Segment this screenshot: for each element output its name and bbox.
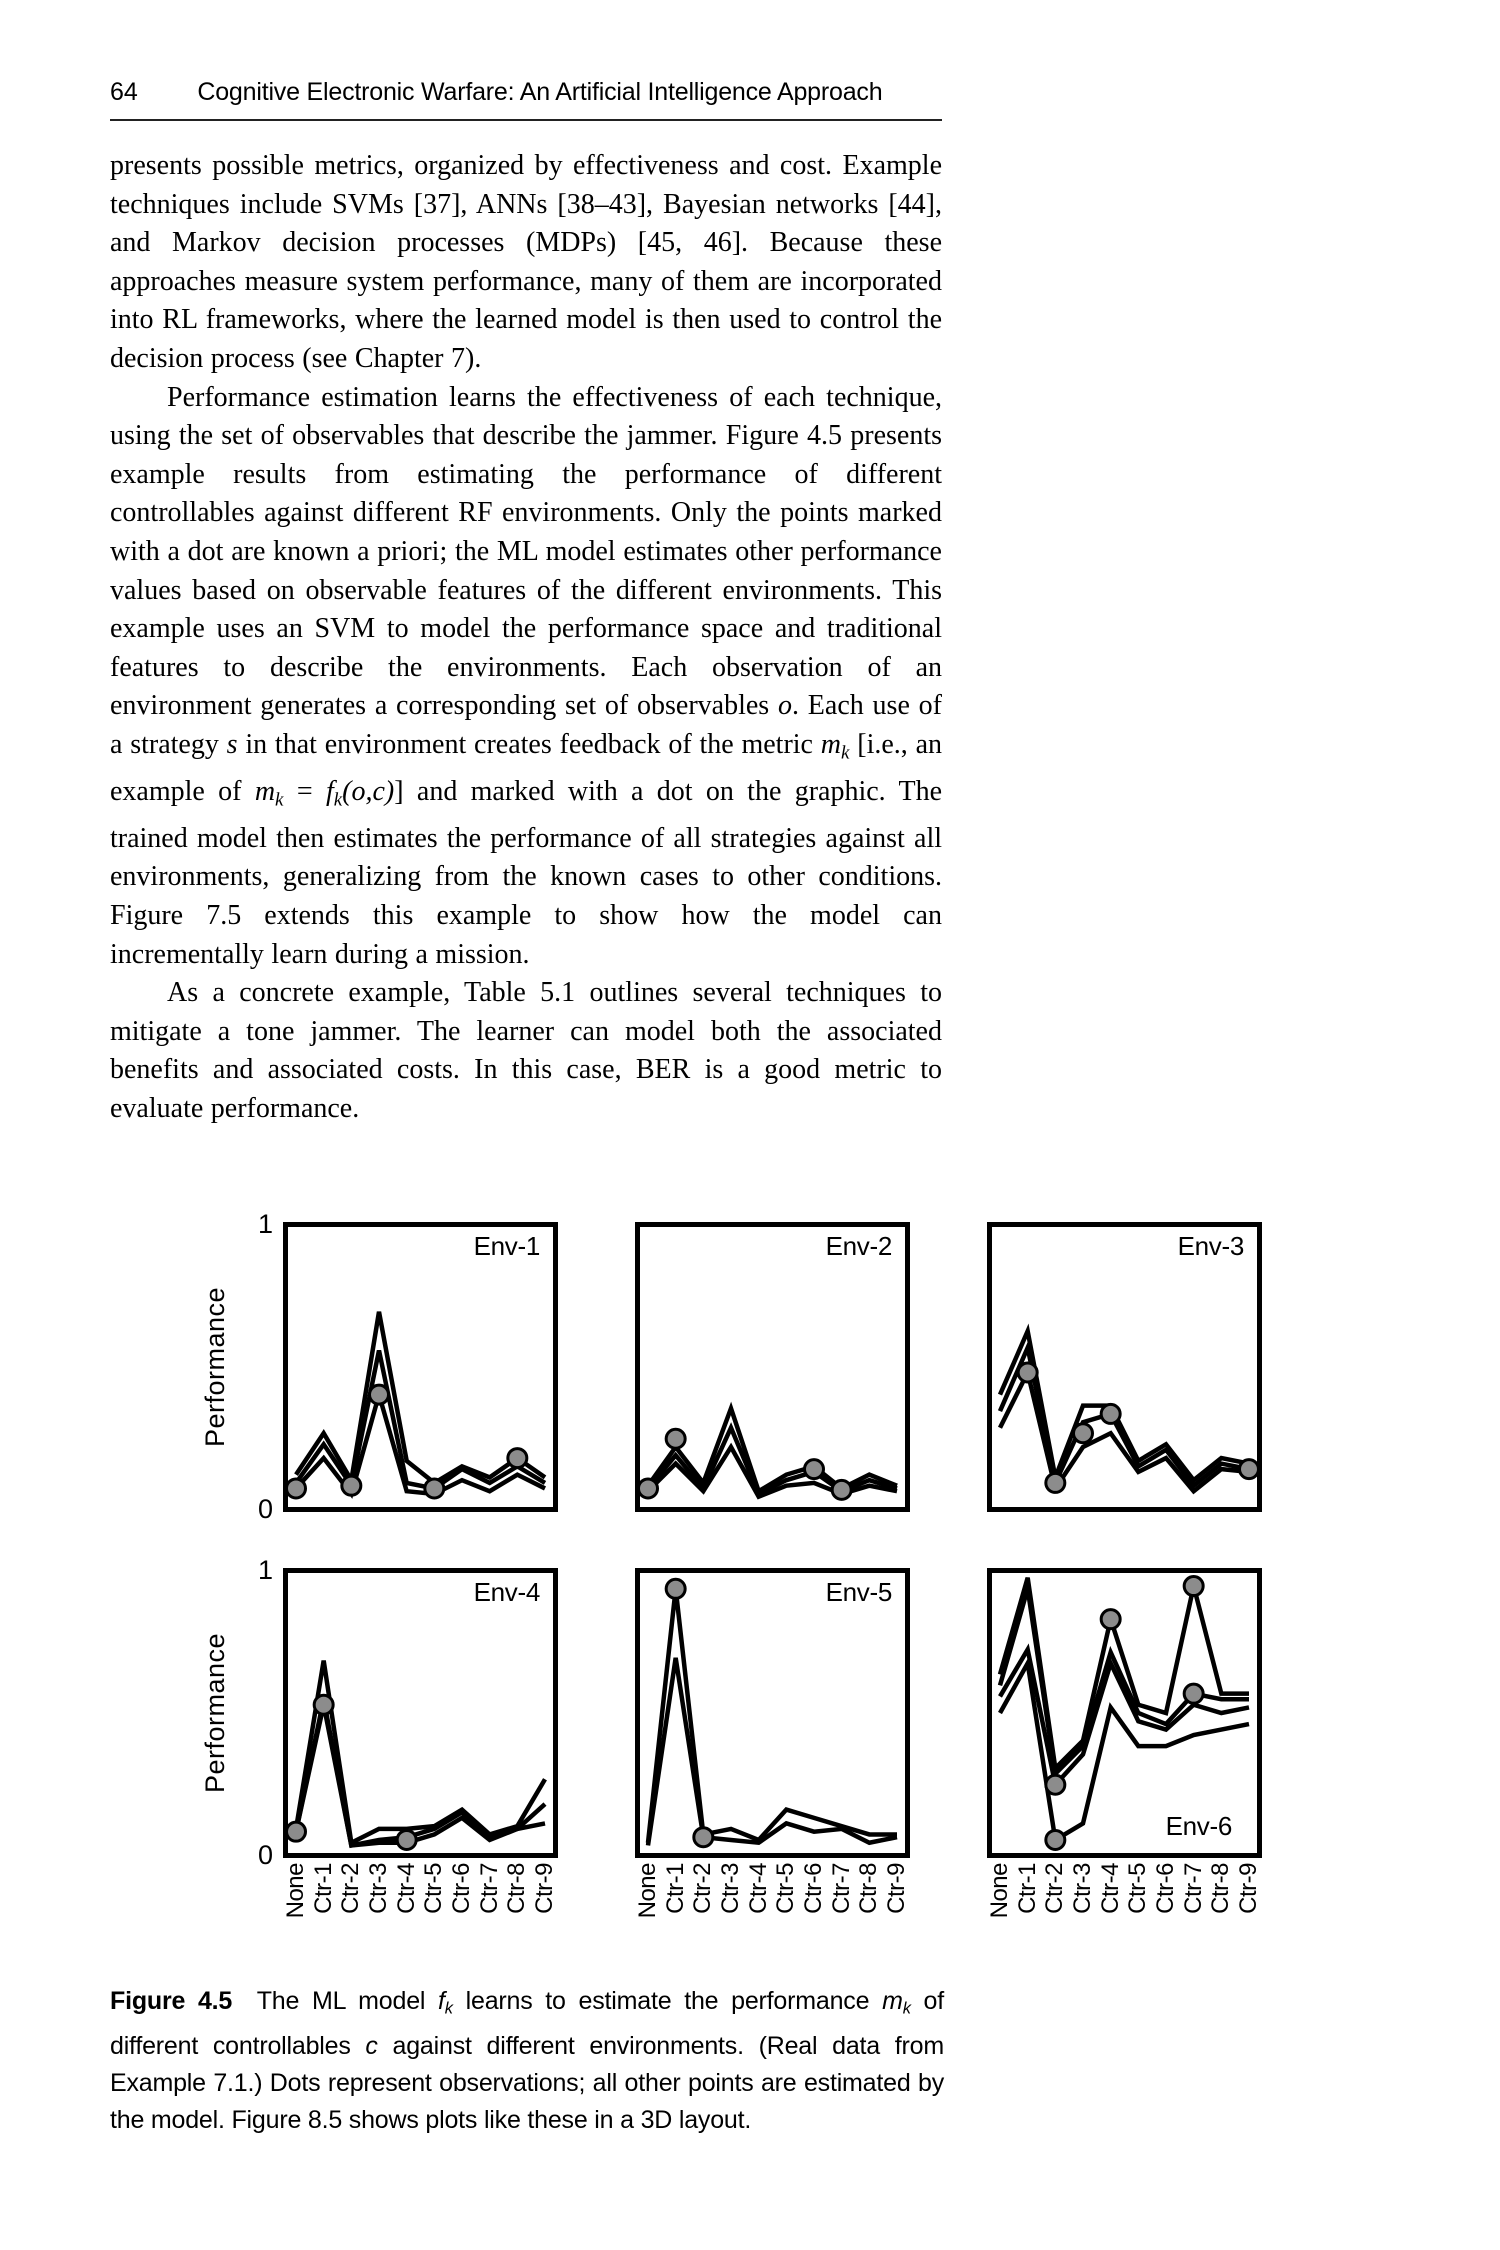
text-segment: [i.e., an example of — [110, 728, 943, 807]
chart-title-env-4: Env-4 — [473, 1577, 540, 1607]
observation-dot — [314, 1695, 333, 1714]
x-tick-label: Ctr-1 — [309, 1863, 337, 1914]
text-segment: k — [902, 1999, 911, 2018]
x-tick-label: Ctr-4 — [1096, 1863, 1124, 1914]
text-segment: of different controllables — [110, 1987, 944, 2060]
series-line — [648, 1447, 897, 1497]
x-tick-label: Ctr-2 — [337, 1863, 365, 1914]
observation-dot — [1074, 1424, 1093, 1443]
x-tick-label: Ctr-4 — [392, 1863, 420, 1914]
chart-title-env-1: Env-1 — [473, 1231, 540, 1261]
x-tick-label: Ctr-6 — [448, 1863, 475, 1914]
x-tick-label: Ctr-5 — [1124, 1863, 1152, 1914]
x-axis-env-4 — [283, 1863, 558, 1943]
chart-env-5 — [634, 1568, 910, 1919]
y-axis-top-row — [108, 1209, 283, 1524]
chart-title-env-3: Env-3 — [1177, 1231, 1244, 1261]
x-tick-label: Ctr-9 — [1235, 1863, 1262, 1914]
figure-row-top — [108, 1209, 1268, 1524]
text-segment: k — [841, 742, 850, 764]
text-segment: c — [365, 2031, 378, 2060]
header-rule — [110, 119, 942, 121]
text-segment: s — [226, 728, 238, 760]
observation-dot — [370, 1385, 389, 1404]
chart-env-6 — [986, 1568, 1262, 1919]
y-axis-label: Performance — [200, 1632, 230, 1794]
x-tick-label: Ctr-7 — [475, 1863, 503, 1914]
observation-dot — [1101, 1610, 1120, 1629]
text-segment: presents possible metrics, organized by effectiveness and cost. Example techniques include SVMs [37], ANNs [38–43], Bayesian networks [44], and Markov decision processes (MDPs) [45, 46]. Because these approaches measure system performance, many of them are incorporated into RL frameworks, where the learned model is then used to control the decision process (see Chapter 7). — [110, 150, 942, 374]
text-segment: learns to estimate the performance — [452, 1987, 883, 2015]
observation-dot — [287, 1822, 306, 1841]
x-tick-label: Ctr-3 — [717, 1863, 744, 1914]
paragraph-1 — [110, 147, 942, 379]
observation-dot — [1184, 1577, 1203, 1596]
chart-title-env-6: Env-6 — [1165, 1811, 1232, 1841]
observation-dot — [639, 1479, 658, 1498]
y-tick-1: 1 — [257, 1209, 273, 1239]
observation-dot — [805, 1460, 824, 1479]
chart-title-env-5: Env-5 — [825, 1577, 892, 1607]
chart-canvas-env-4 — [283, 1568, 558, 1858]
text-segment: . Each use of a strategy — [110, 690, 942, 760]
text-segment: As a concrete example, Table 5.1 outlines several techniques to mitigate a tone jammer. The learner can model both the associated benefits and associated costs. In this case, BER is a good metric to evaluate performance. — [110, 977, 942, 1124]
figure-caption — [110, 1983, 944, 2139]
x-tick-label: Ctr-8 — [1207, 1863, 1235, 1914]
text-segment: f — [438, 1987, 445, 2015]
x-tick-label: None — [282, 1863, 309, 1919]
chart-env-1 — [283, 1222, 558, 1512]
observation-dot — [342, 1476, 361, 1495]
text-segment: Figure 4.5 — [110, 1987, 233, 2015]
x-tick-label: Ctr-8 — [503, 1863, 531, 1914]
observation-dot — [1184, 1684, 1203, 1703]
x-tick-label: Ctr-8 — [855, 1863, 883, 1914]
text-segment: k — [333, 789, 343, 811]
observation-dot — [1046, 1473, 1065, 1492]
x-tick-label: Ctr-3 — [365, 1863, 392, 1914]
page-number: 64 — [110, 78, 138, 106]
x-tick-label: Ctr-7 — [827, 1863, 855, 1914]
x-tick-label: Ctr-2 — [1041, 1863, 1069, 1914]
text-segment: o — [778, 690, 792, 722]
x-tick-label: Ctr-3 — [1069, 1863, 1096, 1914]
chart-title-env-2: Env-2 — [825, 1231, 892, 1261]
x-tick-label: Ctr-2 — [689, 1863, 717, 1914]
paragraph-2 — [110, 379, 942, 975]
x-tick-label: Ctr-5 — [772, 1863, 800, 1914]
chart-env-3 — [987, 1222, 1262, 1512]
observation-dot — [287, 1479, 306, 1498]
observation-dot — [1101, 1404, 1120, 1423]
observation-dot — [832, 1480, 851, 1499]
text-segment: Performance estimation learns the effectiveness of each technique, using the set of observables that describe the jammer. Figure 4.5 presents example results from estimating the performance of different controllables against different RF environments. Only the points marked with a dot are known a priori; the ML model estimates other performance values based on observable features of the different environments. This example uses an SVM to model the performance space and traditional features to describe the environments. Each observation of an environment generates a corresponding set of observables — [110, 381, 942, 722]
running-title: Cognitive Electronic Warfare: An Artificial Intelligence Approach — [197, 78, 883, 106]
x-tick-label: Ctr-7 — [1179, 1863, 1207, 1914]
text-segment: f — [325, 775, 334, 807]
observation-dot — [1046, 1775, 1065, 1794]
text-segment: m — [882, 1987, 903, 2015]
x-tick-label: Ctr-1 — [661, 1863, 689, 1914]
figure-row-bottom — [108, 1555, 1268, 1919]
x-tick-label: Ctr-4 — [744, 1863, 772, 1914]
text-segment: The ML model — [232, 1987, 439, 2015]
text-segment: m — [254, 775, 276, 807]
observation-dot — [666, 1579, 685, 1598]
y-axis-label: Performance — [200, 1286, 230, 1448]
text-segment: = — [283, 775, 326, 807]
y-axis-bottom-row — [108, 1555, 283, 1870]
observation-dot — [1046, 1830, 1065, 1849]
y-tick-0: 0 — [257, 1840, 273, 1870]
text-segment: in that environment creates feedback of the metric — [237, 728, 821, 760]
chart-canvas-env-1 — [283, 1222, 558, 1512]
observation-dot — [397, 1830, 416, 1849]
observation-dot — [1018, 1363, 1037, 1382]
chart-canvas-env-3 — [987, 1222, 1262, 1512]
x-tick-label: Ctr-5 — [420, 1863, 448, 1914]
observation-dot — [1240, 1460, 1259, 1479]
x-tick-label: Ctr-9 — [883, 1863, 910, 1914]
figure-4-5 — [108, 1209, 1268, 1919]
x-tick-label: None — [986, 1863, 1013, 1919]
series-line — [296, 1395, 545, 1494]
y-tick-0: 0 — [257, 1494, 273, 1524]
observation-dot — [508, 1449, 527, 1468]
observation-dot — [425, 1479, 444, 1498]
x-tick-label: None — [634, 1863, 661, 1919]
chart-canvas-env-2 — [635, 1222, 910, 1512]
text-segment: k — [275, 789, 284, 811]
x-axis-env-5 — [635, 1863, 910, 1943]
observation-dot — [694, 1828, 713, 1847]
series-line — [1000, 1589, 1249, 1774]
chart-env-4 — [282, 1568, 558, 1919]
series-line — [648, 1408, 897, 1491]
text-segment: k — [444, 1999, 453, 2018]
x-tick-label: Ctr-1 — [1013, 1863, 1041, 1914]
x-tick-label: Ctr-6 — [1152, 1863, 1179, 1914]
page-header — [110, 78, 942, 107]
paragraph-3 — [110, 974, 942, 1128]
text-column — [110, 78, 942, 1129]
x-tick-label: Ctr-6 — [800, 1863, 827, 1914]
text-segment: (o,c) — [342, 775, 395, 807]
y-tick-1: 1 — [257, 1555, 273, 1585]
x-tick-label: Ctr-9 — [531, 1863, 558, 1914]
text-segment: m — [820, 728, 842, 760]
text-segment: ] and marked with a dot on the graphic. The trained model then estimates the performance of all strategies against all environments, generalizing from the known cases to other conditions. Figure 7.5 extends this example to show how the model can incrementally learn during a mission. — [110, 775, 943, 970]
chart-env-2 — [635, 1222, 910, 1512]
observation-dot — [666, 1429, 685, 1448]
text-segment: against different environments. (Real data from Example 7.1.) Dots represent observations; all other points are estimated by the model. Figure 8.5 shows plots like these in a 3D layout. — [110, 2031, 944, 2134]
x-axis-env-6 — [987, 1863, 1262, 1943]
chart-canvas-env-5 — [635, 1568, 910, 1858]
